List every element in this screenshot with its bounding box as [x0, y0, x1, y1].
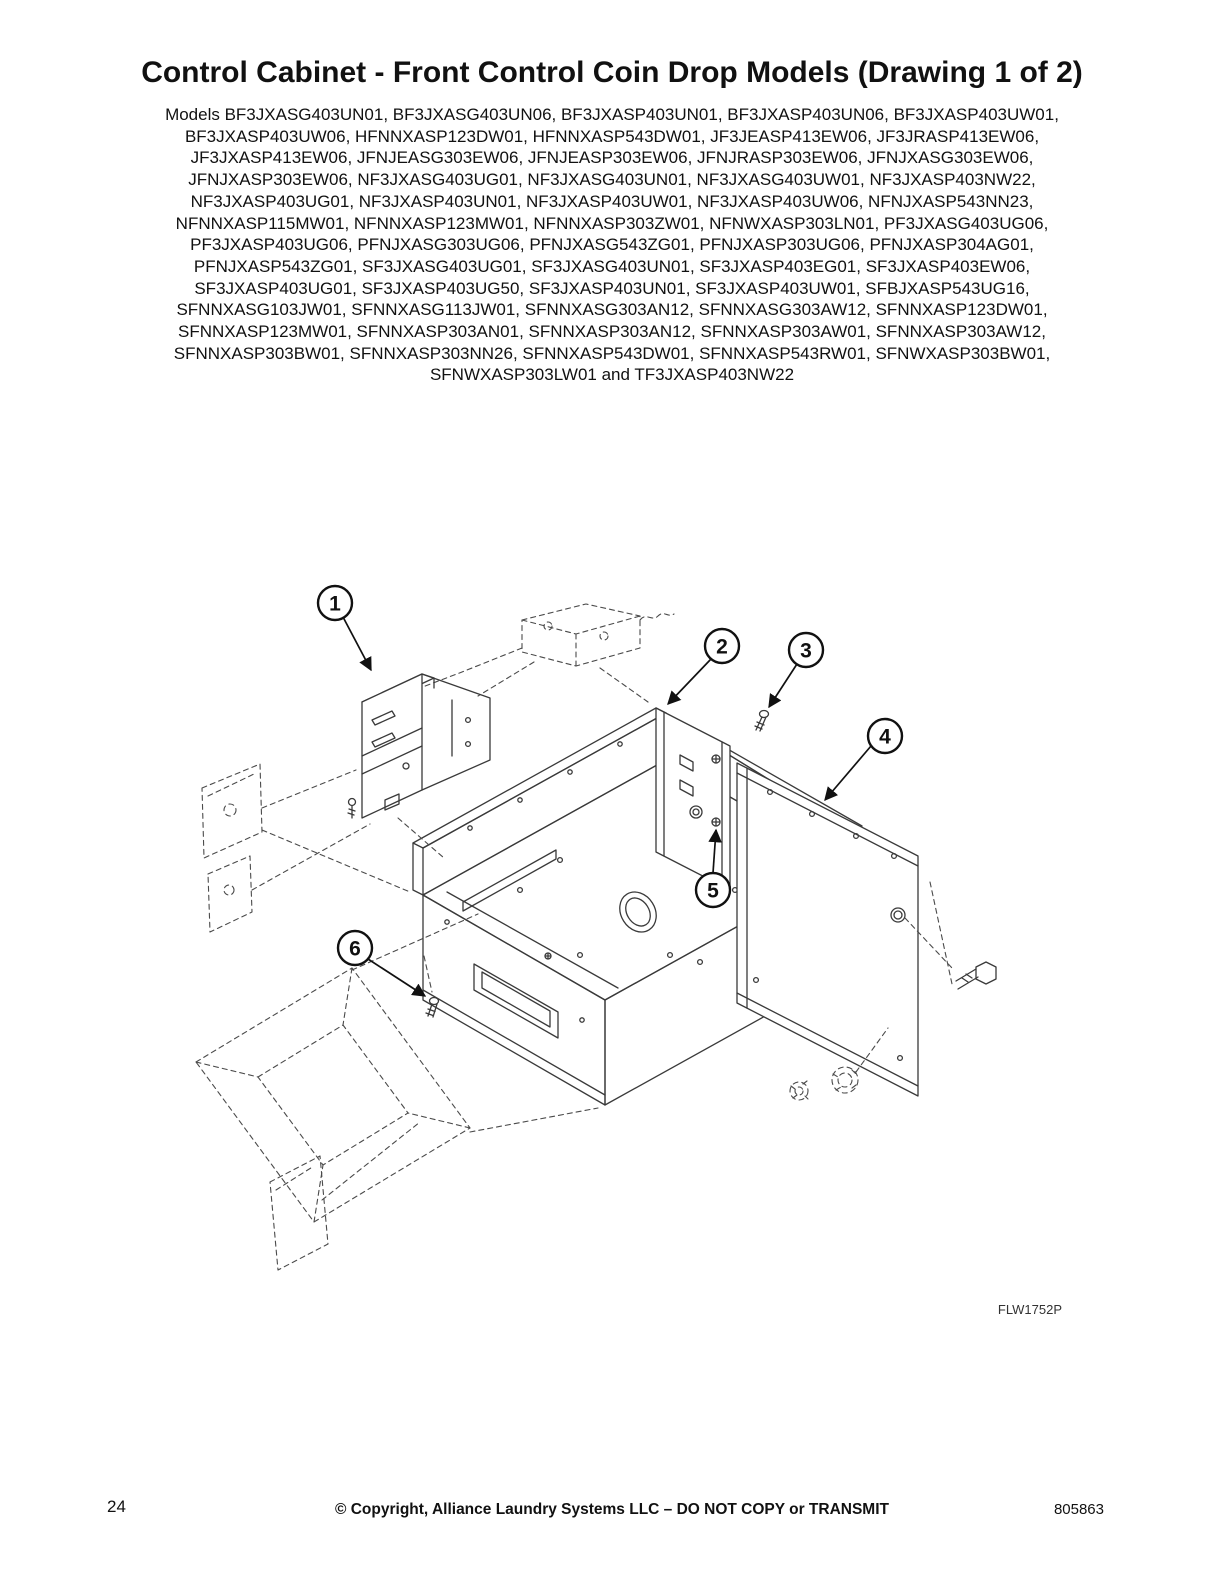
- models-line: SFNNXASG103JW01, SFNNXASG113JW01, SFNNXASG303AN12, SFNNXASG303AW12, SFNNXASP123DW01,: [176, 300, 1048, 320]
- models-list: [0, 104, 1224, 386]
- models-line: Models BF3JXASG403UN01, BF3JXASG403UN06, BF3JXASP403UN01, BF3JXASP403UN06, BF3JXASP403UW01,: [165, 105, 1059, 124]
- exploded-diagram: [0, 560, 1224, 1340]
- rear-mount-panel: [656, 708, 730, 890]
- exploded-diagram-svg: [0, 560, 1224, 1340]
- right-side-panel: [737, 763, 918, 1096]
- callout-1-label: 1: [329, 592, 341, 616]
- models-line: PFNJXASP543ZG01, SF3JXASG403UG01, SF3JXASG403UN01, SF3JXASP403EG01, SF3JXASP403EW06,: [193, 256, 1031, 276]
- page-number: 24: [107, 1497, 126, 1516]
- document-number: 805863: [1053, 1501, 1104, 1518]
- callout-1: [318, 586, 371, 670]
- callout-3: [769, 633, 823, 707]
- callout-6: [338, 931, 425, 996]
- models-line: JF3JXASP413EW06, JFNJEASG303EW06, JFNJEASP303EW06, JFNJRASP303EW06, JFNJXASG303EW06,: [190, 148, 1034, 168]
- callout-2-label: 2: [716, 635, 728, 659]
- models-line: NF3JXASP403UG01, NF3JXASP403UN01, NF3JXASP403UW01, NF3JXASP403UW06, NFNJXASP543NN23,: [190, 191, 1034, 211]
- callout-2: [668, 629, 739, 704]
- page-title: Control Cabinet - Front Control Coin Drop Models (Drawing 1 of 2): [141, 56, 1083, 89]
- mounting-bolt: [905, 882, 996, 989]
- screw-fastener-3: [755, 711, 769, 732]
- callout-5-label: 5: [707, 879, 719, 903]
- models-line: SF3JXASP403UG01, SF3JXASP403UG50, SF3JXASP403UN01, SF3JXASP403UW01, SFBJXASP543UG16,: [194, 278, 1030, 298]
- models-line: JFNJXASP303EW06, NF3JXASG403UG01, NF3JXASG403UN01, NF3JXASG403UW01, NF3JXASP403NW22,: [188, 170, 1036, 190]
- callout-3-label: 3: [800, 639, 812, 663]
- front-panel-ghost: [196, 914, 598, 1270]
- copyright-text: © Copyright, Alliance Laundry Systems LLC – DO NOT COPY or TRANSMIT: [335, 1501, 889, 1518]
- callout-4: [825, 719, 902, 800]
- models-line: SFNNXASP123MW01, SFNNXASP303AN01, SFNNXASP303AN12, SFNNXASP303AW01, SFNNXASP303AW12,: [178, 322, 1046, 342]
- models-line: NFNNXASP115MW01, NFNNXASP123MW01, NFNNXASP303ZW01, NFNWXASP303LN01, PF3JXASG403UG06,: [175, 213, 1049, 233]
- figure-code: FLW1752P: [997, 1302, 1062, 1317]
- models-line: PF3JXASP403UG06, PFNJXASG303UG06, PFNJXASG543ZG01, PFNJXASP303UG06, PFNJXASP304AG01,: [190, 235, 1034, 255]
- models-line: BF3JXASP403UW06, HFNNXASP123DW01, HFNNXASP543DW01, JF3JEASP413EW06, JF3JRASP413EW06,: [184, 126, 1040, 146]
- screw-fastener-6: [424, 956, 439, 1017]
- models-line: SFNWXASP303LW01 and TF3JXASP403NW22: [429, 365, 795, 385]
- callout-4-label: 4: [879, 725, 891, 749]
- models-line: SFNNXASP303BW01, SFNNXASP303NN26, SFNNXASP543DW01, SFNNXASP543RW01, SFNWXASP303BW01,: [173, 343, 1051, 363]
- callout-6-label: 6: [349, 937, 361, 961]
